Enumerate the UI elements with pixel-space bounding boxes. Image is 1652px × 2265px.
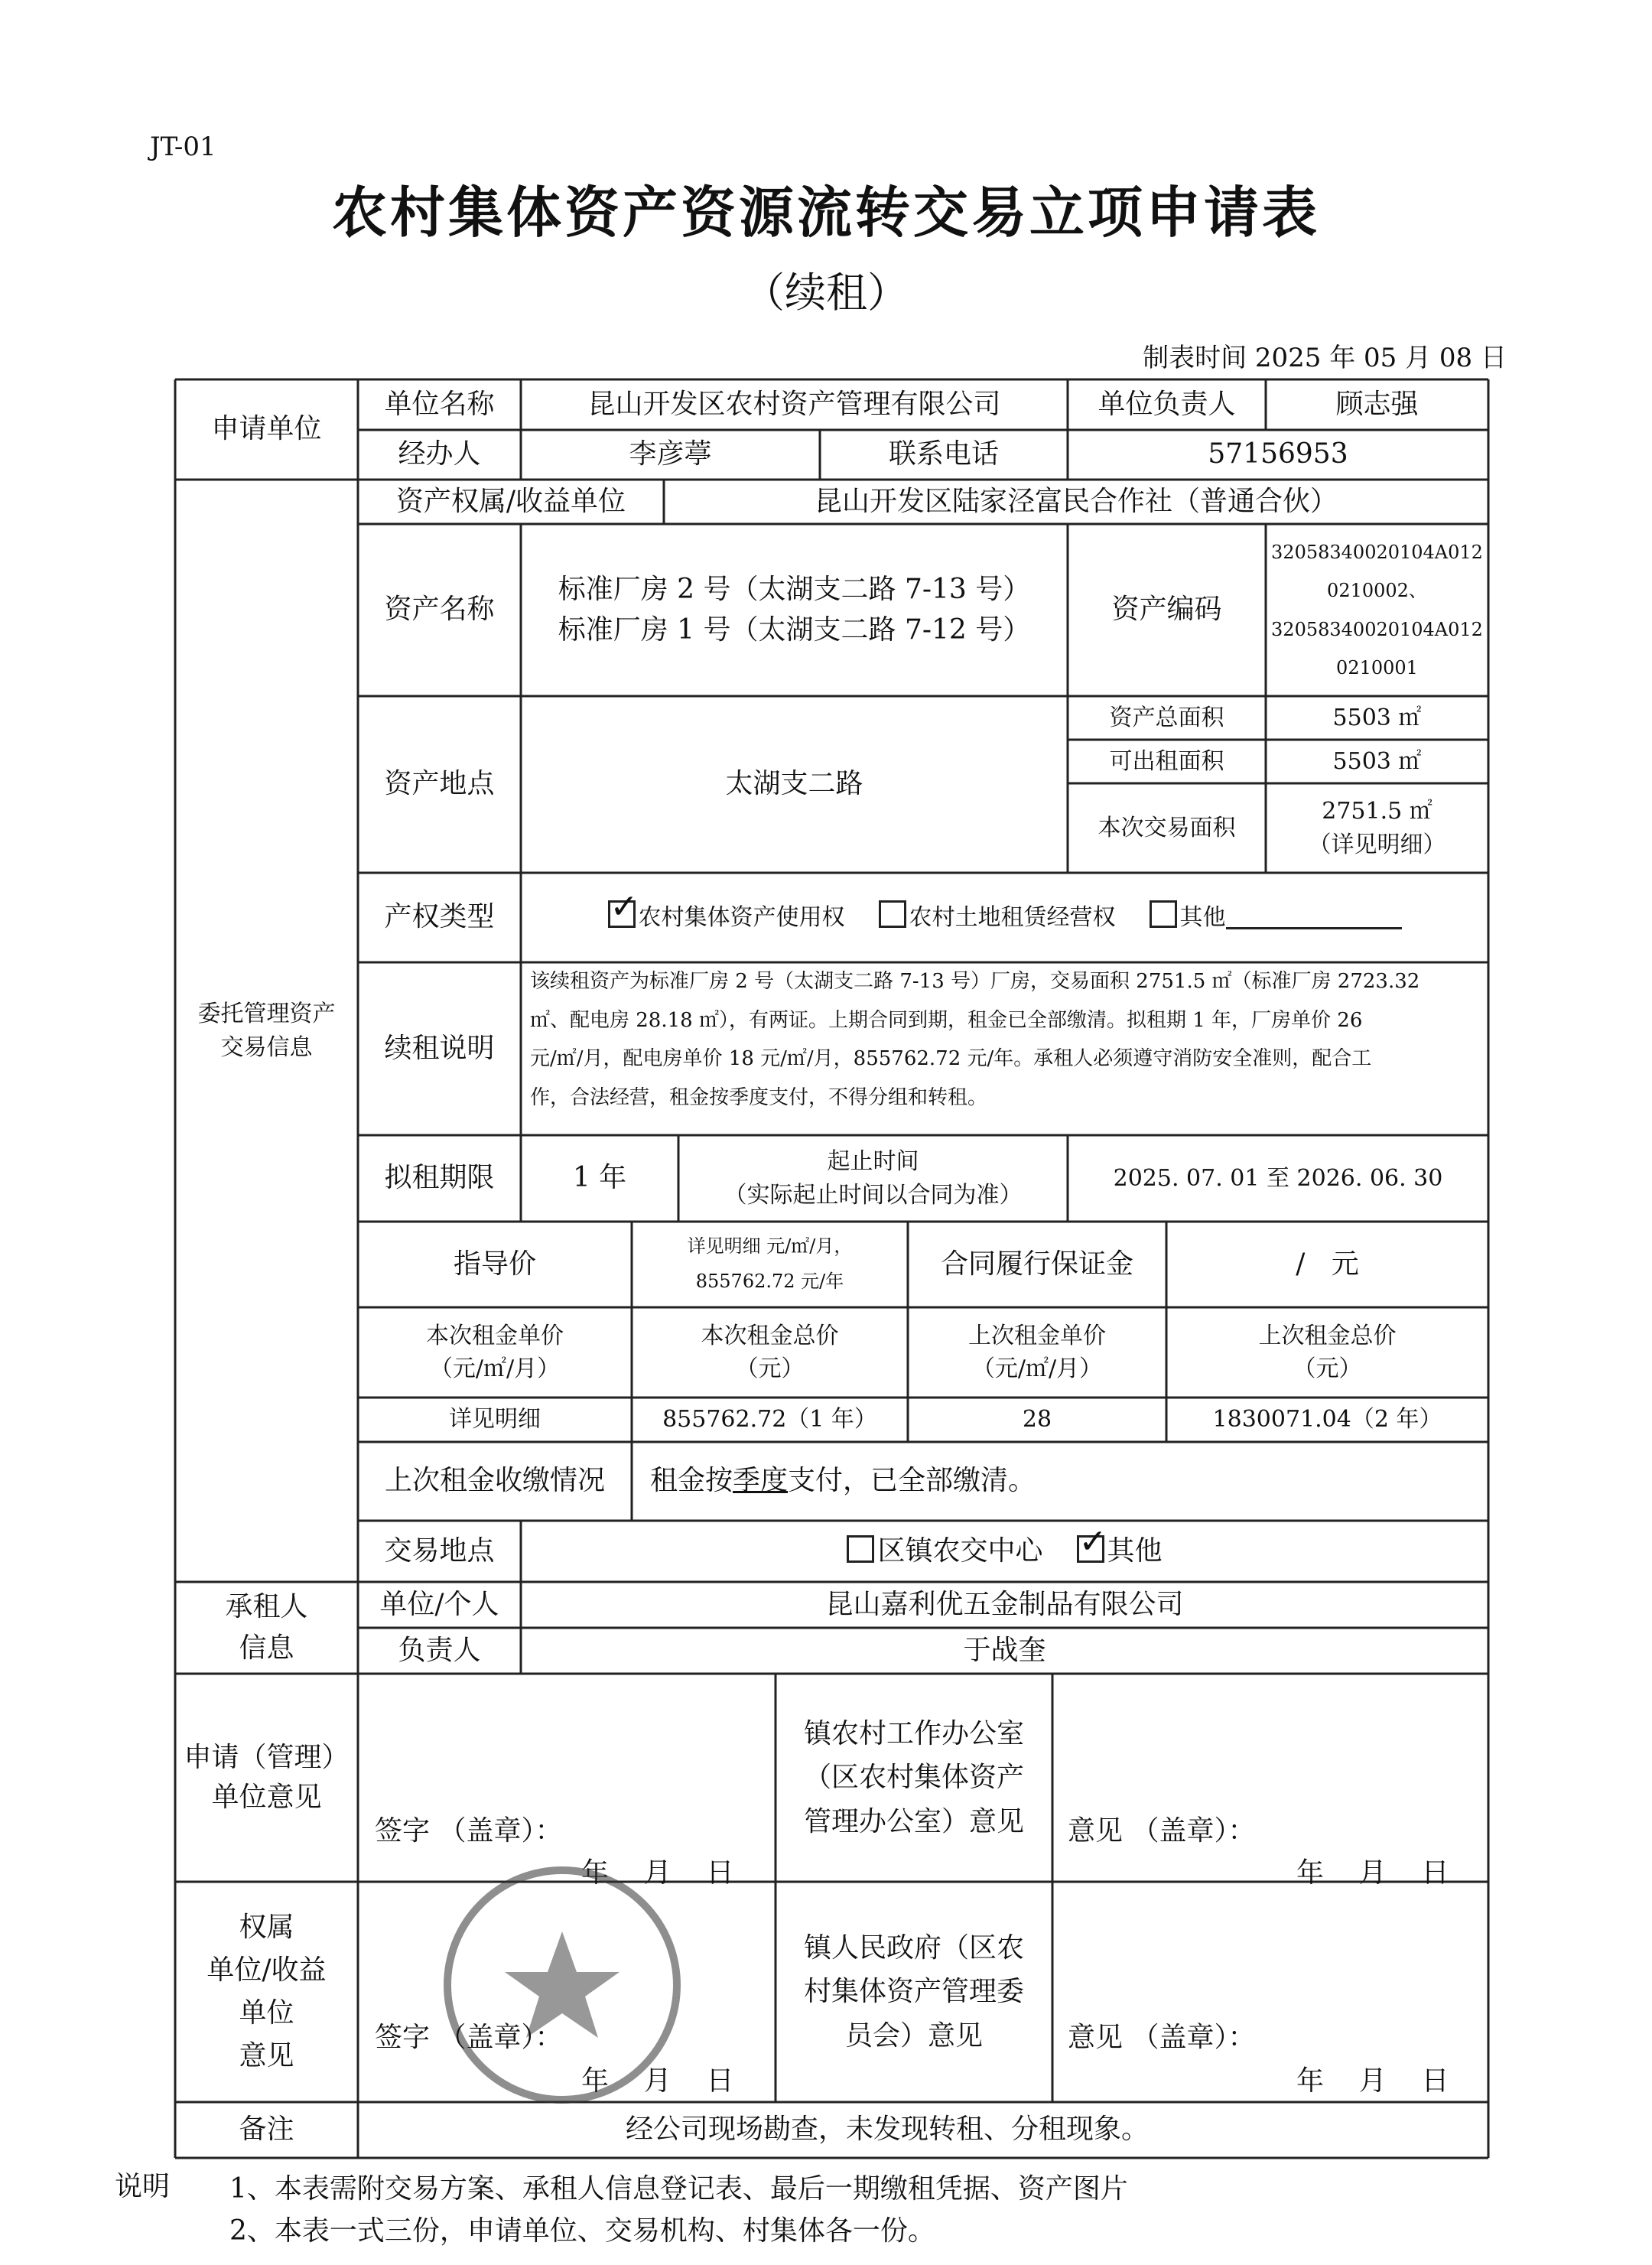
- unit-name-value: 昆山开发区农村资产管理有限公司: [587, 388, 1001, 420]
- owner-opinion-line1: 权属: [239, 1912, 294, 1944]
- form-code: JT-01: [150, 132, 216, 162]
- owner-opinion-line3: 单位: [239, 1997, 294, 2029]
- right-option-collective-use[interactable]: [608, 900, 845, 935]
- form-title: 农村集体资产资源流转交易立项申请表: [331, 181, 1320, 245]
- owner-opinion-line4: 意见: [239, 2039, 294, 2071]
- guide-price-value: [632, 1222, 908, 1307]
- notes-line2: 2、本表一式三份，申请单位、交易机构、村集体各一份。: [229, 2215, 935, 2247]
- office-opinion-line1: 镇农村工作办公室: [803, 1717, 1024, 1749]
- lessee-principal-value: 于战奎: [963, 1634, 1046, 1666]
- deposit-label: 合同履行保证金: [940, 1248, 1133, 1280]
- gov-opinion-text[interactable]: 意见 （盖章）：: [1068, 2022, 1256, 2053]
- period-value: 2025. 07. 01 至 2026. 06. 30: [1113, 1164, 1443, 1192]
- last-unit-price-value: 28: [1022, 1406, 1052, 1434]
- right-type-options: [521, 873, 1488, 962]
- lessee-unit-label: 单位/个人: [379, 1588, 499, 1620]
- remarks-text: 经公司现场勘查，未发现转租、分租现象。: [626, 2114, 1150, 2146]
- location-value: 太湖支二路: [725, 768, 863, 800]
- total-area-label: 资产总面积: [1109, 704, 1224, 731]
- apply-opinion-label: [175, 1674, 358, 1882]
- trade-area-number: 2751.5 ㎡: [1322, 798, 1432, 825]
- other-blank-line[interactable]: [1226, 901, 1402, 929]
- total-price-header: [632, 1307, 908, 1398]
- venue-option-label: 其他: [1107, 1534, 1163, 1567]
- last-payment-text-underlined: 季度: [733, 1465, 789, 1497]
- owner-opinion-label: [175, 1882, 358, 2102]
- unit-price-header: [358, 1307, 632, 1398]
- checkbox-empty-icon[interactable]: [847, 1535, 874, 1563]
- right-option-label: 农村土地租赁经营权: [909, 904, 1116, 932]
- asset-name-line2: 标准厂房 1 号（太湖支二路 7-12 号）: [558, 613, 1031, 646]
- last-payment-text-post: 支付，已全部缴清。: [788, 1465, 1036, 1497]
- gov-opinion-label: [776, 1882, 1052, 2102]
- trade-area-value: [1266, 783, 1488, 873]
- period-label: [678, 1135, 1068, 1222]
- total-area-value: 5503 ㎡: [1332, 704, 1422, 731]
- right-option-land-lease[interactable]: [879, 900, 1116, 935]
- phone-value: 57156953: [1208, 438, 1348, 470]
- last-total-price-header-line2: （元）: [1293, 1355, 1362, 1382]
- trade-area-note: （详见明细）: [1308, 831, 1446, 858]
- rentable-area-label: 可出租面积: [1109, 747, 1224, 775]
- last-unit-price-header-line2: （元/㎡/月）: [971, 1355, 1103, 1382]
- apply-date-text[interactable]: 年 月 日: [581, 1857, 734, 1889]
- asset-name-label: 资产名称: [384, 594, 495, 626]
- gov-date-text[interactable]: 年 月 日: [1296, 2065, 1449, 2097]
- form-subtitle: （续租）: [743, 268, 909, 317]
- location-label: 资产地点: [384, 768, 495, 800]
- asset-code-line: 32058340020104A012: [1271, 541, 1483, 563]
- renewal-line: 作，合法经营，租金按季度支付，不得分组和转租。: [530, 1086, 988, 1110]
- owner-sign-text[interactable]: 签字 （盖章）：: [375, 2022, 563, 2053]
- unit-price-header-line1: 本次租金单价: [426, 1322, 564, 1349]
- checkbox-empty-icon[interactable]: [879, 900, 906, 928]
- right-option-label: 农村集体资产使用权: [638, 904, 845, 932]
- term-label: 拟租期限: [384, 1162, 495, 1194]
- unit-price-value: 详见明细: [449, 1406, 541, 1434]
- unit-principal-label: 单位负责人: [1098, 388, 1236, 420]
- renewal-line: ㎡、配电房 28.18 ㎡），有两证。上期合同到期，租金已全部缴清。拟租期 1 年，厂房单价 26: [530, 1008, 1363, 1032]
- handler-value: 李彦葶: [629, 438, 712, 470]
- owner-opinion-line2: 单位/收益: [206, 1954, 327, 1987]
- last-payment-value: [632, 1442, 1488, 1521]
- asset-name-value: [521, 524, 1068, 696]
- venue-label: 交易地点: [384, 1534, 495, 1567]
- gov-opinion-line3: 员会）意见: [844, 2019, 983, 2052]
- asset-code-line: 0210001: [1336, 656, 1418, 679]
- office-opinion-line2: （区农村集体资产: [803, 1762, 1024, 1794]
- venue-option-label: 区镇农交中心: [877, 1534, 1043, 1567]
- rentable-area-value: 5503 ㎡: [1332, 747, 1422, 775]
- apply-opinion-line2: 单位意见: [211, 1782, 322, 1813]
- total-price-header-line2: （元）: [735, 1355, 805, 1382]
- gov-opinion-line2: 村集体资产管理委: [803, 1976, 1024, 2008]
- renewal-description: [521, 962, 1488, 1135]
- asset-name-line1: 标准厂房 2 号（太湖支二路 7-13 号）: [558, 574, 1031, 606]
- last-payment-text-pre: 租金按: [650, 1465, 733, 1497]
- right-type-label: 产权类型: [384, 901, 495, 933]
- venue-option-other[interactable]: [1077, 1531, 1163, 1571]
- lessee-section-line2: 信息: [239, 1632, 294, 1664]
- renewal-line: 元/㎡/月，配电房单价 18 元/㎡/月，855762.72 元/年。承租人必须遵守消防安全准则，配合工: [530, 1047, 1372, 1071]
- asset-code-line: 0210002、: [1327, 580, 1427, 602]
- apply-sign-text[interactable]: 签字 （盖章）：: [375, 1815, 563, 1847]
- office-opinion-line3: 管理办公室）意见: [803, 1805, 1024, 1837]
- asset-section-label: [175, 480, 358, 1582]
- made-date: 制表时间 2025 年 05 月 08 日: [1143, 343, 1507, 373]
- owner-date-text[interactable]: 年 月 日: [581, 2065, 734, 2097]
- last-payment-label: 上次租金收缴情况: [384, 1465, 605, 1497]
- lessee-section-line1: 承租人: [225, 1591, 308, 1622]
- lessee-unit-value: 昆山嘉利优五金制品有限公司: [825, 1588, 1184, 1620]
- unit-name-label: 单位名称: [384, 388, 495, 420]
- last-total-price-value: 1830071.04（2 年）: [1212, 1406, 1442, 1434]
- notes-label: 说明: [115, 2171, 171, 2202]
- gov-opinion-line1: 镇人民政府（区农: [803, 1931, 1024, 1964]
- remarks-label: 备注: [239, 2114, 294, 2146]
- guide-price-line1: 详见明细 元/㎡/月，: [687, 1235, 853, 1258]
- office-opinion-label: [776, 1674, 1052, 1882]
- lessee-section-label: [175, 1582, 358, 1674]
- renewal-line: 该续租资产为标准厂房 2 号（太湖支二路 7-13 号）厂房，交易面积 2751.5 ㎡（标准厂房 2723.32: [530, 970, 1420, 993]
- office-date-text[interactable]: 年 月 日: [1296, 1857, 1449, 1889]
- asset-code-value: [1266, 524, 1488, 696]
- last-total-price-header-line1: 上次租金总价: [1258, 1322, 1397, 1349]
- applicant-section-label: 申请单位: [211, 413, 322, 445]
- office-opinion-text[interactable]: 意见 （盖章）：: [1068, 1815, 1256, 1847]
- apply-opinion-line1: 申请（管理）: [184, 1741, 350, 1773]
- venue-options: [521, 1521, 1488, 1582]
- asset-code-line: 32058340020104A012: [1271, 618, 1483, 640]
- checkbox-checked-icon[interactable]: [608, 900, 636, 928]
- total-price-header-line1: 本次租金总价: [701, 1322, 839, 1349]
- term-value: 1 年: [572, 1162, 627, 1194]
- notes-line1: 1、本表需附交易方案、承租人信息登记表、最后一期缴租凭据、资产图片: [229, 2173, 1128, 2205]
- right-option-label: 其他: [1179, 904, 1226, 932]
- guide-price-label: 指导价: [453, 1248, 536, 1280]
- renewal-label: 续租说明: [384, 1032, 495, 1064]
- checkbox-empty-icon[interactable]: [1150, 900, 1177, 928]
- lessee-principal-label: 负责人: [398, 1634, 481, 1666]
- total-price-value: 855762.72（1 年）: [662, 1406, 877, 1434]
- owner-label: 资产权属/收益单位: [395, 485, 626, 517]
- last-unit-price-header-line1: 上次租金单价: [968, 1322, 1106, 1349]
- phone-label: 联系电话: [888, 438, 999, 470]
- deposit-value: / 元: [1296, 1248, 1359, 1280]
- asset-section-label-line1: 委托管理资产: [197, 1001, 336, 1027]
- period-label-line1: 起止时间: [827, 1148, 919, 1175]
- venue-option-center[interactable]: [847, 1531, 1042, 1571]
- trade-area-label: 本次交易面积: [1098, 814, 1236, 841]
- unit-principal-value: 顾志强: [1335, 388, 1419, 420]
- guide-price-line2: 855762.72 元/年: [695, 1271, 844, 1292]
- handler-label: 经办人: [398, 438, 481, 470]
- right-option-other[interactable]: [1150, 900, 1402, 935]
- owner-value: 昆山开发区陆家泾富民合作社（普通合伙）: [814, 485, 1338, 517]
- asset-section-label-line2: 交易信息: [220, 1033, 313, 1061]
- checkbox-checked-icon[interactable]: [1077, 1535, 1104, 1563]
- asset-code-label: 资产编码: [1111, 594, 1222, 626]
- period-label-line2: （实际起止时间以合同为准）: [724, 1181, 1023, 1209]
- last-unit-price-header: [908, 1307, 1166, 1398]
- last-total-price-header: [1166, 1307, 1488, 1398]
- unit-price-header-line2: （元/㎡/月）: [429, 1355, 561, 1382]
